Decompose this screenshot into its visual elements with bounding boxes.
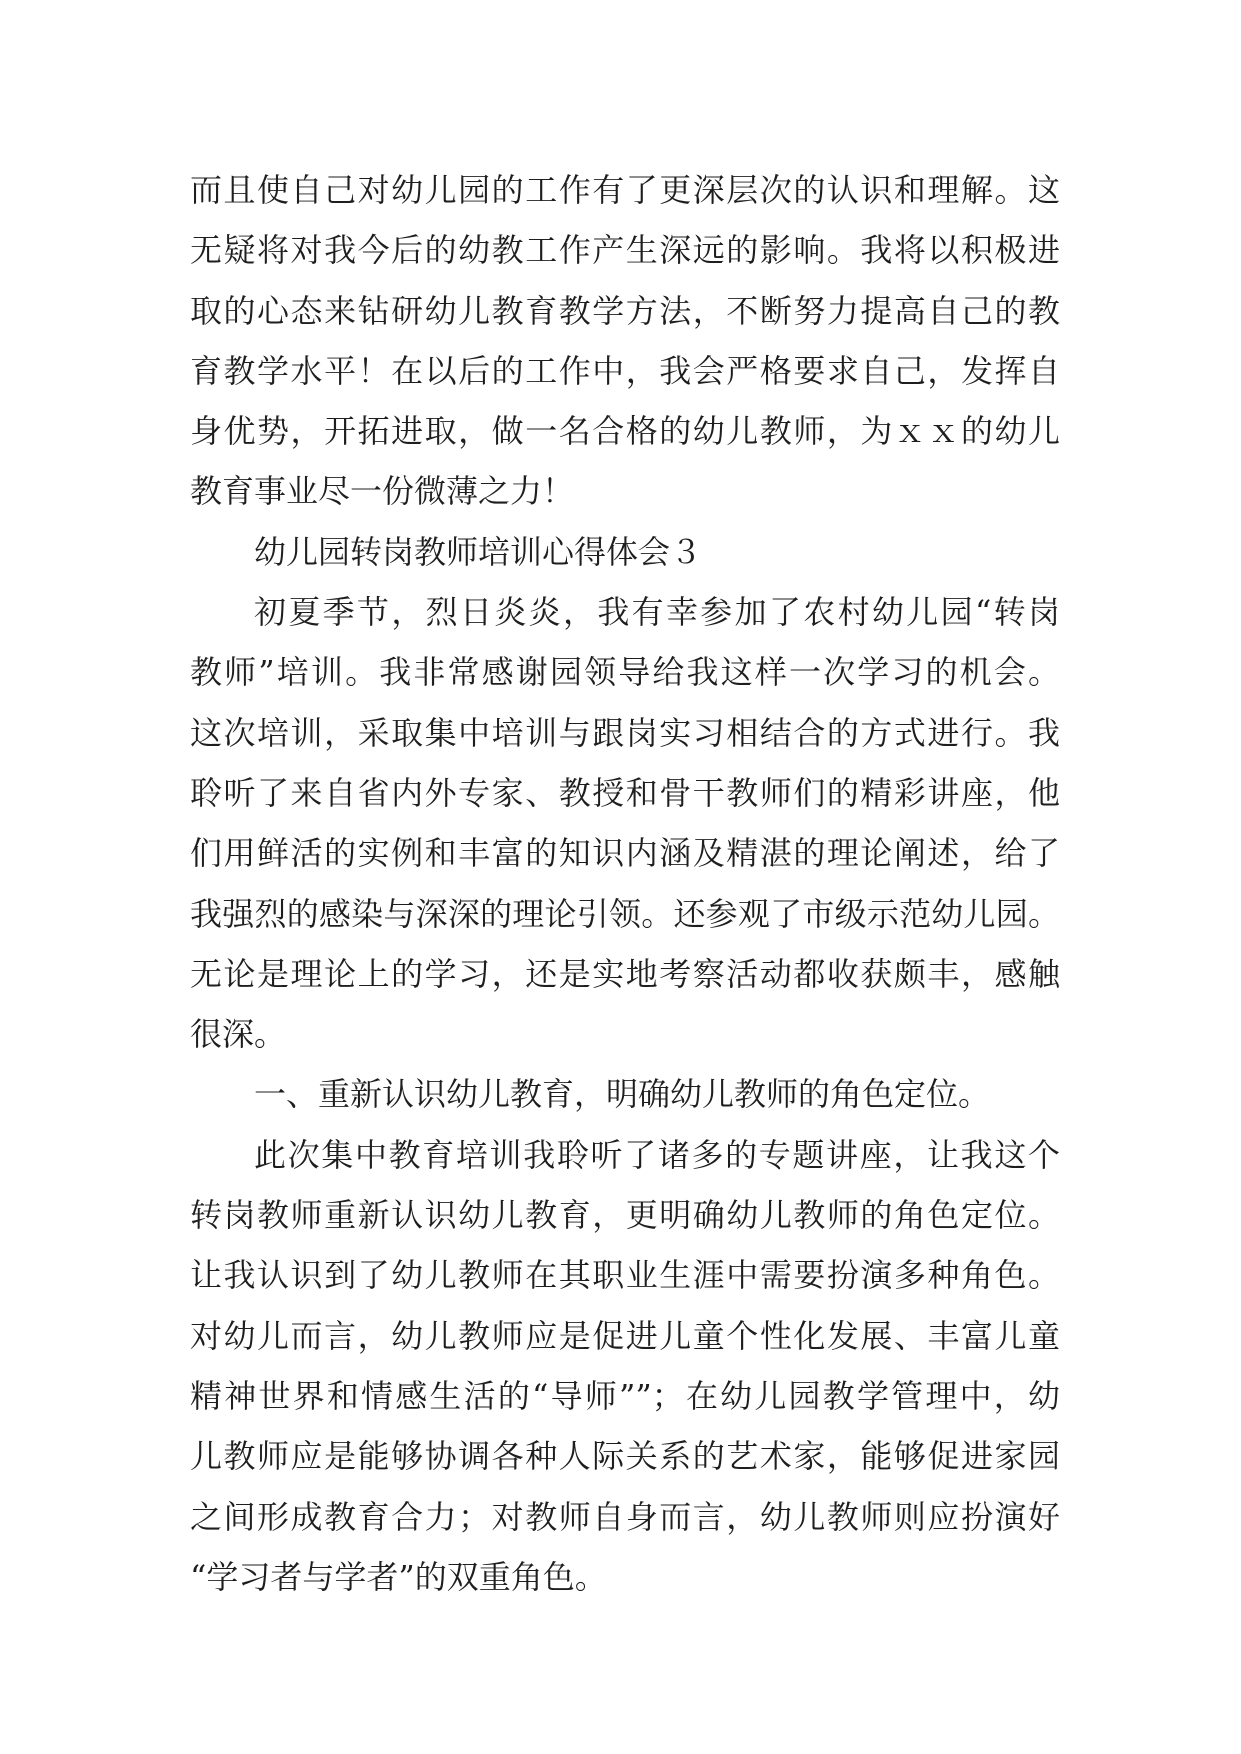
text-line: 教育事业尽一份微薄之力！ (190, 472, 575, 511)
text-line: 对幼儿而言，幼儿教师应是促进儿童个性化发展、丰富儿童 (190, 1316, 1060, 1355)
text-line: 聆听了来自省内外专家、教授和骨干教师们的精彩讲座，他 (190, 773, 1060, 812)
text-line: 育教学水平！在以后的工作中，我会严格要求自己，发挥自 (190, 351, 1060, 390)
text-line: 无论是理论上的学习，还是实地考察活动都收获颇丰，感触 (190, 954, 1060, 993)
text-line: 让我认识到了幼儿教师在其职业生涯中需要扮演多种角色。 (190, 1256, 1060, 1295)
text-line: 教师”培训。我非常感谢园领导给我这样一次学习的机会。 (190, 653, 1060, 692)
text-line: 精神世界和情感生活的“导师””；在幼儿园教学管理中，幼 (190, 1376, 1060, 1415)
subsection-heading: 一、重新认识幼儿教育，明确幼儿教师的角色定位。 (254, 1075, 991, 1114)
text-line: 这次培训，采取集中培训与跟岗实习相结合的方式进行。我 (190, 713, 1060, 752)
text-line: 取的心态来钻研幼儿教育教学方法，不断努力提高自己的教 (190, 291, 1060, 330)
text-line: 此次集中教育培训我聆听了诸多的专题讲座，让我这个 (254, 1135, 1060, 1174)
text-line: “学习者与学者”的双重角色。 (190, 1557, 607, 1596)
text-line: 初夏季节，烈日炎炎，我有幸参加了农村幼儿园“转岗 (254, 593, 1060, 632)
text-line: 转岗教师重新认识幼儿教育，更明确幼儿教师的角色定位。 (190, 1196, 1060, 1235)
document-body (190, 160, 1060, 1607)
section-heading: 幼儿园转岗教师培训心得体会３ (254, 532, 703, 571)
text-line: 身优势，开拓进取，做一名合格的幼儿教师，为ｘｘ的幼儿 (190, 412, 1060, 451)
text-line: 儿教师应是能够协调各种人际关系的艺术家，能够促进家园 (190, 1437, 1060, 1476)
text-line: 我强烈的感染与深深的理论引领。还参观了市级示范幼儿园。 (190, 894, 1060, 933)
text-line: 无疑将对我今后的幼教工作产生深远的影响。我将以积极进 (190, 231, 1060, 270)
text-line: 很深。 (190, 1015, 287, 1054)
text-line: 们用鲜活的实例和丰富的知识内涵及精湛的理论阐述，给了 (190, 834, 1060, 873)
text-line: 而且使自己对幼儿园的工作有了更深层次的认识和理解。这 (190, 171, 1060, 209)
text-line: 之间形成教育合力；对教师自身而言，幼儿教师则应扮演好 (190, 1497, 1060, 1536)
